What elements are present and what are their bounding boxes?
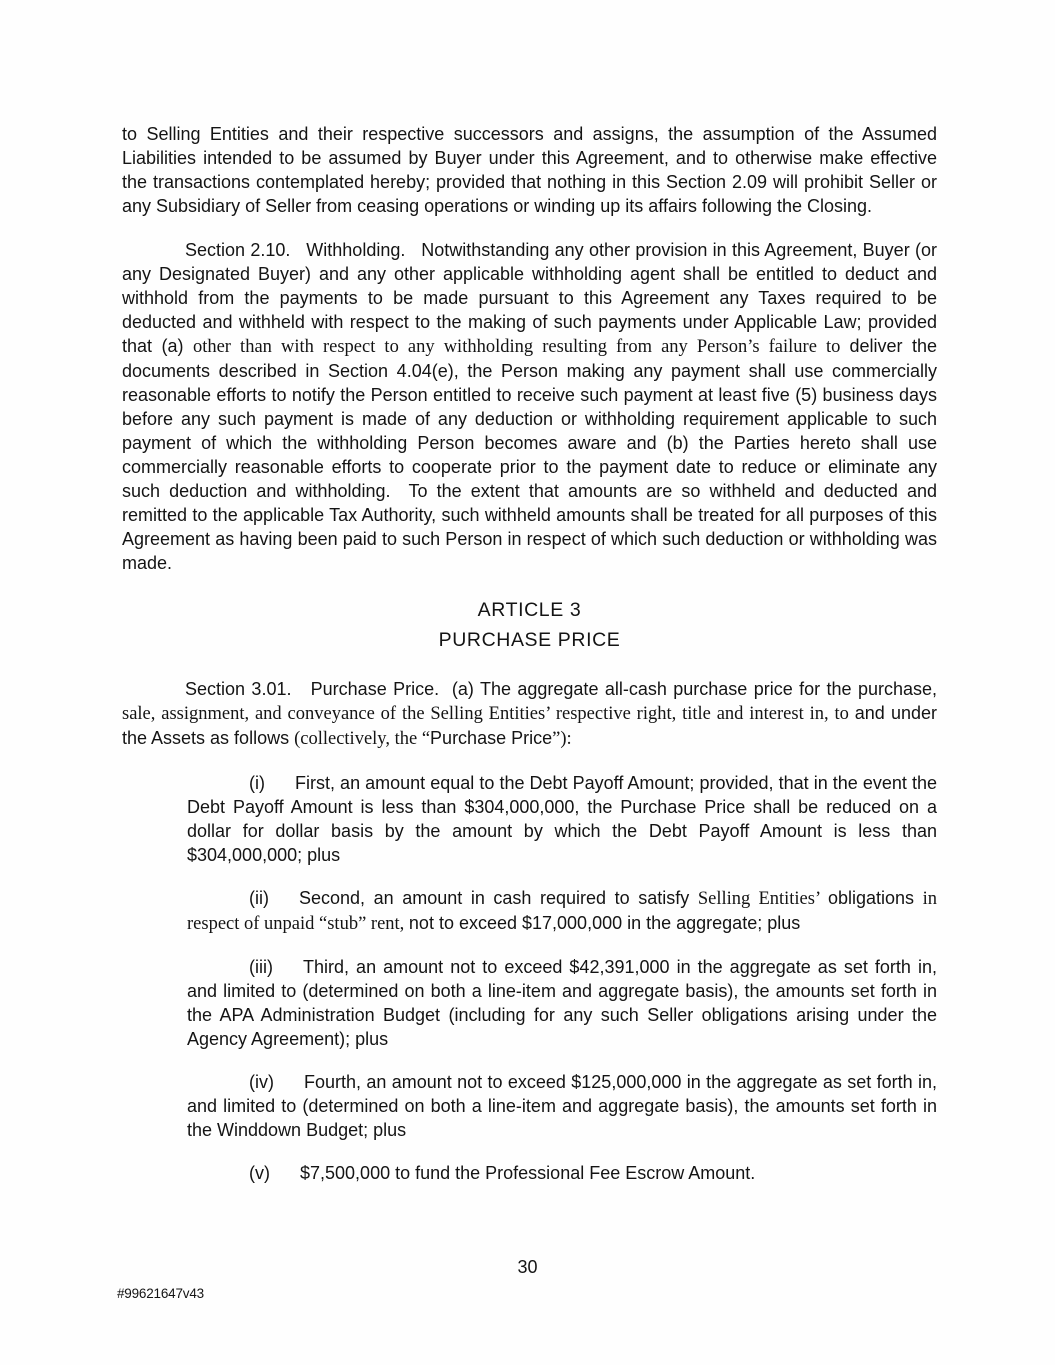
paragraph-section-3-01-purchase-price (122, 677, 937, 751)
list-item-iv (187, 1070, 937, 1142)
text-segment-serif: ”): (552, 729, 572, 749)
text-segment-sans: $7,500,000 to fund the Professional Fee Escrow Amount. (300, 1163, 756, 1183)
text-segment-sans: Third, an amount not to exceed $42,391,000 in the aggregate as set forth in, and limited to (determined on both a line-item and aggregate basis), the amounts set forth in the APA Administration Budget (including for any such Seller obligations arising under the Agency Agreement); plus (187, 957, 937, 1049)
paragraph-section-2-09-continuation (122, 122, 937, 218)
text-segment-serif: Selling Entities’ (697, 889, 828, 909)
text-segment-sans: deliver the documents described in Section 4.04(e), the Person making any payment shall use commercially reasonable efforts to notify the Person entitled to receive such payment at least five (5) business days before any such payment is made of any deduction or withholding requirement applicable to such payment of which the withholding Person becomes aware and (b) the Parties hereto shall use commercially reasonable efforts to cooperate prior to the payment date to reduce or eliminate any such deduction and withholding. To the extent that amounts are so withheld and deducted and remitted to the applicable Tax Authority, such withheld amounts shall be treated for all purposes of this Agreement as having been paid to such Person in respect of which such deduction or withholding was made. (122, 336, 937, 573)
text-segment-sans: to Selling Entities and their respective successors and assigns, the assumption of the Assumed Liabilities intended to be assumed by Buyer under this Agreement, and to otherwise make effective the transactions contemplated hereby; provided that nothing in this Section 2.09 will prohibit Seller or any Subsidiary of Seller from ceasing operations or winding up its affairs following the Closing. (122, 124, 937, 216)
text-segment-sans: Section 2.10. Withholding. Notwithstanding any other provision in this Agreement, Buyer (or any Designated Buyer) and any other applicable withholding agent shall be entitled to deduct and withhold from the payments to be made pursuant to this Agreement any Taxes required to be deducted and withheld with respect to the making of such payments under Applicable Law; provided that (a) (122, 240, 937, 356)
list-item-iii (187, 955, 937, 1051)
article-3-heading: ARTICLE 3 (477, 599, 582, 621)
list-item-i (187, 771, 937, 867)
text-segment-sans: Purchase Price (430, 728, 553, 748)
text-segment-sans: Fourth, an amount not to exceed $125,000,000 in the aggregate as set forth in, and limited to (determined on both a line-item and aggregate basis), the amounts set forth in the Winddown Budget; plus (187, 1072, 937, 1140)
text-segment-serif: other than with respect to any withholding resulting from any Person’s failure to (192, 337, 850, 357)
page-number: 30 (517, 1257, 538, 1277)
text-segment-sans: Section 3.01. Purchase Price. (a) The aggregate all-cash purchase price for the purchase, (185, 679, 937, 699)
paragraph-section-2-10-withholding (122, 238, 937, 575)
list-marker-iv: (iv) (249, 1072, 274, 1092)
list-marker-ii: (ii) (249, 888, 269, 908)
list-marker-iii: (iii) (249, 957, 273, 977)
list-item-ii (187, 886, 937, 936)
article-heading-block (122, 595, 937, 655)
text-segment-serif: sale, assignment, and conveyance of the Selling Entities’ respective right, title and interest in, to (122, 704, 855, 724)
text-segment-serif: (collectively, the “ (294, 729, 431, 749)
text-segment-sans: First, an amount equal to the Debt Payoff Amount; provided, that in the event the Debt Payoff Amount is less than $304,000,000, the Purchase Price shall be reduced on a dollar for dollar basis by the amount by which the Debt Payoff Amount is less than $304,000,000; plus (187, 773, 937, 865)
text-segment-sans: and under the Assets as follows (122, 703, 937, 748)
list-item-ii-text (187, 888, 937, 933)
document-body (122, 122, 937, 1204)
purchase-price-heading: PURCHASE PRICE (438, 629, 621, 651)
text-segment-sans: Second, an amount in cash required to satisfy (299, 888, 698, 908)
list-marker-v: (v) (249, 1163, 270, 1183)
text-segment-sans: not to exceed $17,000,000 in the aggregate; plus (408, 913, 801, 933)
list-item-v-text (300, 1163, 755, 1183)
list-item-v (187, 1161, 937, 1185)
document-id-stamp: #99621647v43 (117, 1286, 204, 1301)
list-item-i-text (187, 773, 937, 865)
list-item-iii-text (187, 957, 937, 1049)
text-segment-sans: obligations (827, 888, 923, 908)
list-marker-i: (i) (249, 773, 265, 793)
text-segment-serif: in respect of unpaid “stub” rent, (187, 889, 937, 934)
list-item-iv-text (187, 1072, 937, 1140)
